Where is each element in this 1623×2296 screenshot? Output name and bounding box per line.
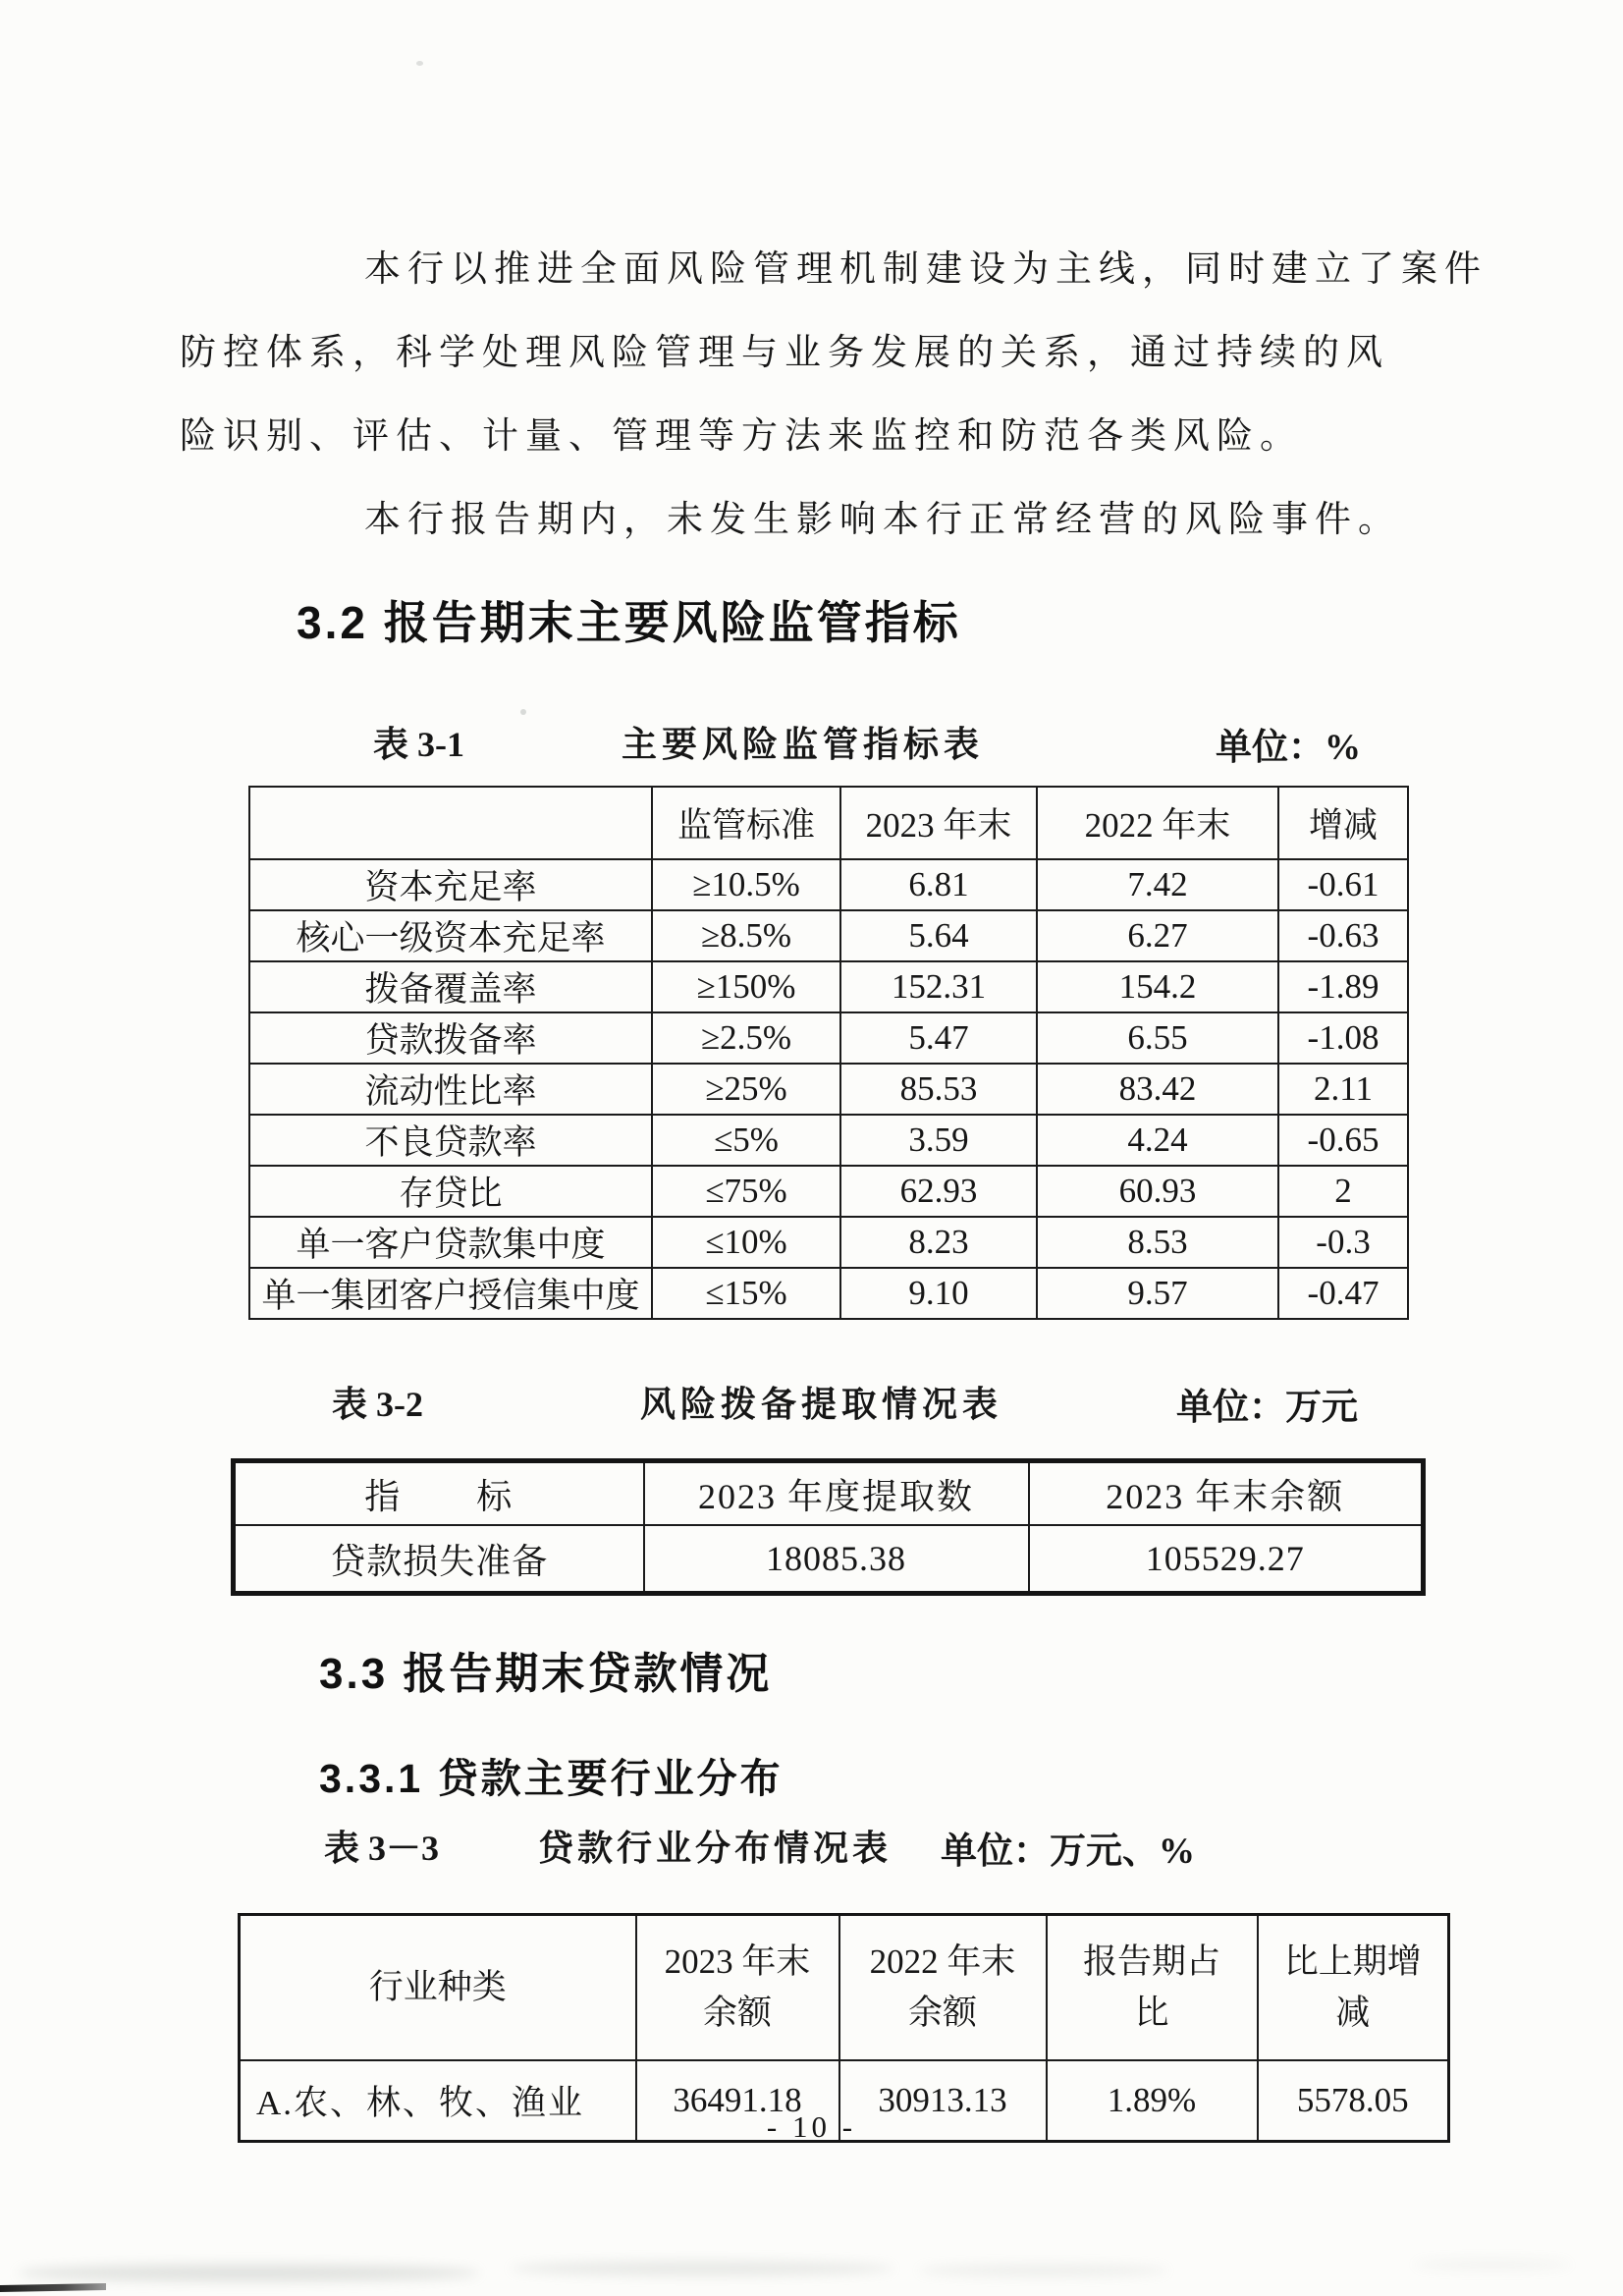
header-cell: 2022 年末 余额: [839, 1915, 1047, 2061]
table-row: [249, 1012, 1408, 1064]
data-cell: -0.3: [1278, 1217, 1408, 1268]
data-cell: 不良贷款率: [249, 1115, 652, 1166]
data-cell: 1.89%: [1047, 2060, 1258, 2142]
table-row: [249, 1115, 1408, 1166]
data-cell: 2: [1278, 1166, 1408, 1217]
data-cell: ≥150%: [652, 961, 840, 1012]
header-cell: 报告期占 比: [1047, 1915, 1258, 2061]
header-cell: 2023 年度提取数: [644, 1461, 1029, 1526]
header-cell: 行业种类: [240, 1915, 636, 2061]
page-number: - 10 -: [766, 2109, 857, 2144]
risk-provision-table: [231, 1458, 1426, 1596]
table-3-1-header: [249, 787, 1408, 859]
paragraph-line: 防控体系，科学处理风险管理与业务发展的关系，通过持续的风: [180, 333, 1389, 373]
intro-paragraphs: [180, 228, 1488, 562]
data-cell: 154.2: [1037, 961, 1278, 1012]
scan-artifact-smudge: [918, 2265, 1168, 2276]
data-cell: 83.42: [1037, 1064, 1278, 1115]
scan-artifact-smudge: [1414, 2259, 1571, 2270]
table-row: [249, 859, 1408, 910]
data-cell: 9.10: [840, 1268, 1037, 1319]
table-row: [249, 1166, 1408, 1217]
data-cell: A.农、林、牧、渔业: [240, 2060, 636, 2142]
data-cell: ≤15%: [652, 1268, 840, 1319]
table-row: [249, 1217, 1408, 1268]
data-cell: 贷款损失准备: [234, 1525, 644, 1594]
data-cell: 贷款拨备率: [249, 1012, 652, 1064]
data-cell: ≥10.5%: [652, 859, 840, 910]
table-3-1-title: 主要风险监管指标表: [622, 725, 985, 764]
data-cell: ≤75%: [652, 1166, 840, 1217]
paragraph-line: 本行报告期内，未发生影响本行正常经营的风险事件。: [364, 500, 1401, 540]
scan-artifact-corner-line: [0, 2283, 106, 2292]
scan-artifact-smudge: [18, 2265, 479, 2281]
data-cell: ≤5%: [652, 1115, 840, 1166]
header-cell: 2022 年末: [1037, 787, 1278, 859]
header-cell: 2023 年末余额: [1029, 1461, 1424, 1526]
scan-artifact-speck: [520, 709, 526, 715]
data-cell: -1.08: [1278, 1012, 1408, 1064]
header-cell: 增减: [1278, 787, 1408, 859]
section-heading-3-3-1: 3.3.1 贷款主要行业分布: [319, 1756, 784, 1801]
data-cell: 152.31: [840, 961, 1037, 1012]
data-cell: 6.55: [1037, 1012, 1278, 1064]
table-3-2-label: 表 3-2: [332, 1385, 423, 1424]
table-3-2-unit: 单位：万元: [1176, 1388, 1358, 1428]
section-heading-3-2: 3.2 报告期末主要风险监管指标: [297, 597, 961, 648]
data-cell: 6.81: [840, 859, 1037, 910]
table-row: [249, 1064, 1408, 1115]
data-cell: 4.24: [1037, 1115, 1278, 1166]
risk-supervision-indicators-table: [248, 786, 1409, 1320]
section-heading-3-3: 3.3 报告期末贷款情况: [319, 1650, 773, 1698]
table-row: [234, 1525, 1424, 1594]
data-cell: 9.57: [1037, 1268, 1278, 1319]
data-cell: 单一客户贷款集中度: [249, 1217, 652, 1268]
data-cell: 8.53: [1037, 1217, 1278, 1268]
data-cell: 30913.13: [839, 2060, 1047, 2142]
table-3-1-label: 表 3-1: [373, 725, 464, 764]
header-row: [234, 1461, 1424, 1526]
table-3-3-caption: [0, 1821, 1623, 1878]
table-3-3-unit: 单位：万元、%: [941, 1831, 1195, 1872]
header-cell: 比上期增 减: [1258, 1915, 1449, 2061]
table-3-1-caption: [0, 717, 1623, 774]
data-cell: 60.93: [1037, 1166, 1278, 1217]
data-cell: -0.47: [1278, 1268, 1408, 1319]
table-3-2-body: [234, 1525, 1424, 1594]
table-3-3-label: 表 3－3: [324, 1829, 440, 1868]
data-cell: 7.42: [1037, 859, 1278, 910]
header-cell: [249, 787, 652, 859]
paragraph-line: 险识别、评估、计量、管理等方法来监控和防范各类风险。: [180, 416, 1303, 457]
data-cell: -0.61: [1278, 859, 1408, 910]
data-cell: 2.11: [1278, 1064, 1408, 1115]
data-cell: ≤10%: [652, 1217, 840, 1268]
table-3-2-title: 风险拨备提取情况表: [640, 1385, 1003, 1424]
table-3-3-title: 贷款行业分布情况表: [538, 1829, 893, 1868]
data-cell: ≥8.5%: [652, 910, 840, 961]
table-row: [249, 961, 1408, 1012]
table-3-1-body: [249, 859, 1408, 1319]
data-cell: 3.59: [840, 1115, 1037, 1166]
loan-industry-distribution-table: [238, 1913, 1450, 2143]
data-cell: 存贷比: [249, 1166, 652, 1217]
scan-artifact-smudge: [511, 2262, 893, 2275]
data-cell: 核心一级资本充足率: [249, 910, 652, 961]
data-cell: -0.63: [1278, 910, 1408, 961]
data-cell: 8.23: [840, 1217, 1037, 1268]
data-cell: 62.93: [840, 1166, 1037, 1217]
data-cell: 6.27: [1037, 910, 1278, 961]
data-cell: 18085.38: [644, 1525, 1029, 1594]
header-cell: 监管标准: [652, 787, 840, 859]
data-cell: -0.65: [1278, 1115, 1408, 1166]
table-3-2-caption: [0, 1377, 1623, 1434]
data-cell: 5.64: [840, 910, 1037, 961]
header-cell: 2023 年末 余额: [636, 1915, 839, 2061]
data-cell: ≥25%: [652, 1064, 840, 1115]
header-cell: 2023 年末: [840, 787, 1037, 859]
data-cell: -1.89: [1278, 961, 1408, 1012]
table-row: [249, 1268, 1408, 1319]
data-cell: 36491.18: [636, 2060, 839, 2142]
table-3-1-unit: 单位：%: [1216, 728, 1361, 768]
data-cell: 资本充足率: [249, 859, 652, 910]
data-cell: 流动性比率: [249, 1064, 652, 1115]
data-cell: 单一集团客户授信集中度: [249, 1268, 652, 1319]
data-cell: 105529.27: [1029, 1525, 1424, 1594]
header-cell: 指 标: [234, 1461, 644, 1526]
data-cell: 5578.05: [1258, 2060, 1449, 2142]
data-cell: ≥2.5%: [652, 1012, 840, 1064]
data-cell: 5.47: [840, 1012, 1037, 1064]
data-cell: 拨备覆盖率: [249, 961, 652, 1012]
header-row: [249, 787, 1408, 859]
paragraph-line: 本行以推进全面风险管理机制建设为主线，同时建立了案件: [364, 249, 1488, 290]
table-3-3-header: [240, 1915, 1449, 2061]
header-row: [240, 1915, 1449, 2061]
table-row: [249, 910, 1408, 961]
table-3-2-header: [234, 1461, 1424, 1526]
scan-artifact-speck: [416, 61, 423, 66]
data-cell: 85.53: [840, 1064, 1037, 1115]
